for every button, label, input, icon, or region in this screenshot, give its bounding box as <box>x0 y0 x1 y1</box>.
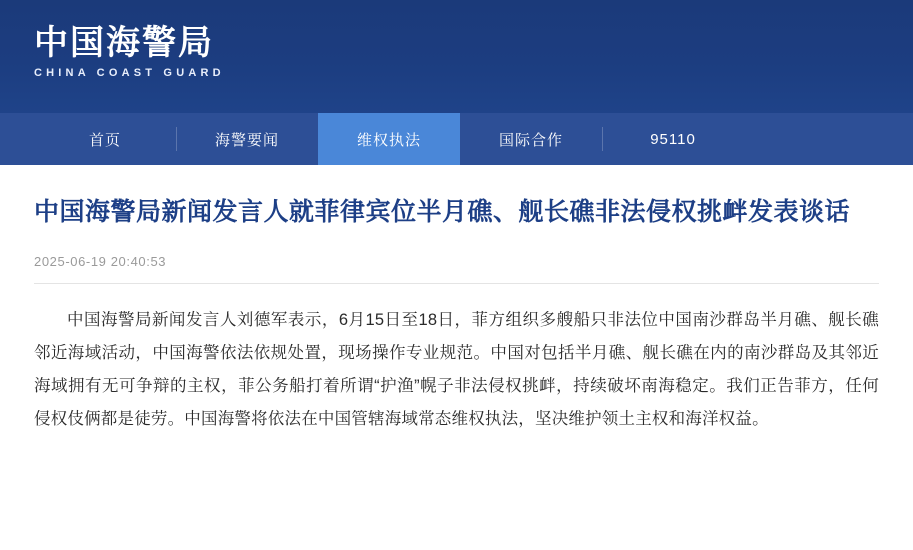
article-divider <box>34 283 879 284</box>
nav-item-hotline[interactable] <box>602 113 744 165</box>
logo-title-en: CHINA COAST GUARD <box>34 67 225 79</box>
nav-item-label: 国际合作 <box>498 131 563 149</box>
nav-item-international[interactable] <box>460 113 602 165</box>
article-container <box>0 165 913 436</box>
nav-item-law-enforcement[interactable] <box>318 113 460 165</box>
logo-title-cn: 中国海警局 <box>34 24 214 62</box>
nav-item-label: 维权执法 <box>356 131 421 149</box>
article-timestamp: 2025-06-19 20:40:53 <box>34 254 167 269</box>
article-body: 中国海警局新闻发言人刘德军表示，6月15日至18日，菲方组织多艘船只非法位中国南沙群岛半月礁、舰长礁邻近海域活动，中国海警依法依规处置，现场操作专业规范。中国对包括半月礁、舰长礁在内的南沙群岛及其邻近海域拥有无可争辩的主权，菲公务船打着所谓“护渔”幌子非法侵权挑衅，持续破坏南海稳定。我们正告菲方，任何侵权伎俩都是徒劳。中国海警将依法在中国管辖海域常态维权执法，坚决维护领土主权和海洋权益。 <box>34 311 879 428</box>
nav-item-home[interactable] <box>34 113 176 165</box>
nav-item-label: 95110 <box>650 130 696 148</box>
nav-item-news[interactable] <box>176 113 318 165</box>
site-logo[interactable] <box>34 22 225 79</box>
site-header <box>0 0 913 113</box>
nav-item-label: 海警要闻 <box>214 131 279 149</box>
nav-item-label: 首页 <box>88 131 121 149</box>
nav-left-spacer <box>0 113 34 165</box>
main-navigation <box>0 113 913 165</box>
article-title: 中国海警局新闻发言人就菲律宾位半月礁、舰长礁非法侵权挑衅发表谈话 <box>34 198 851 226</box>
